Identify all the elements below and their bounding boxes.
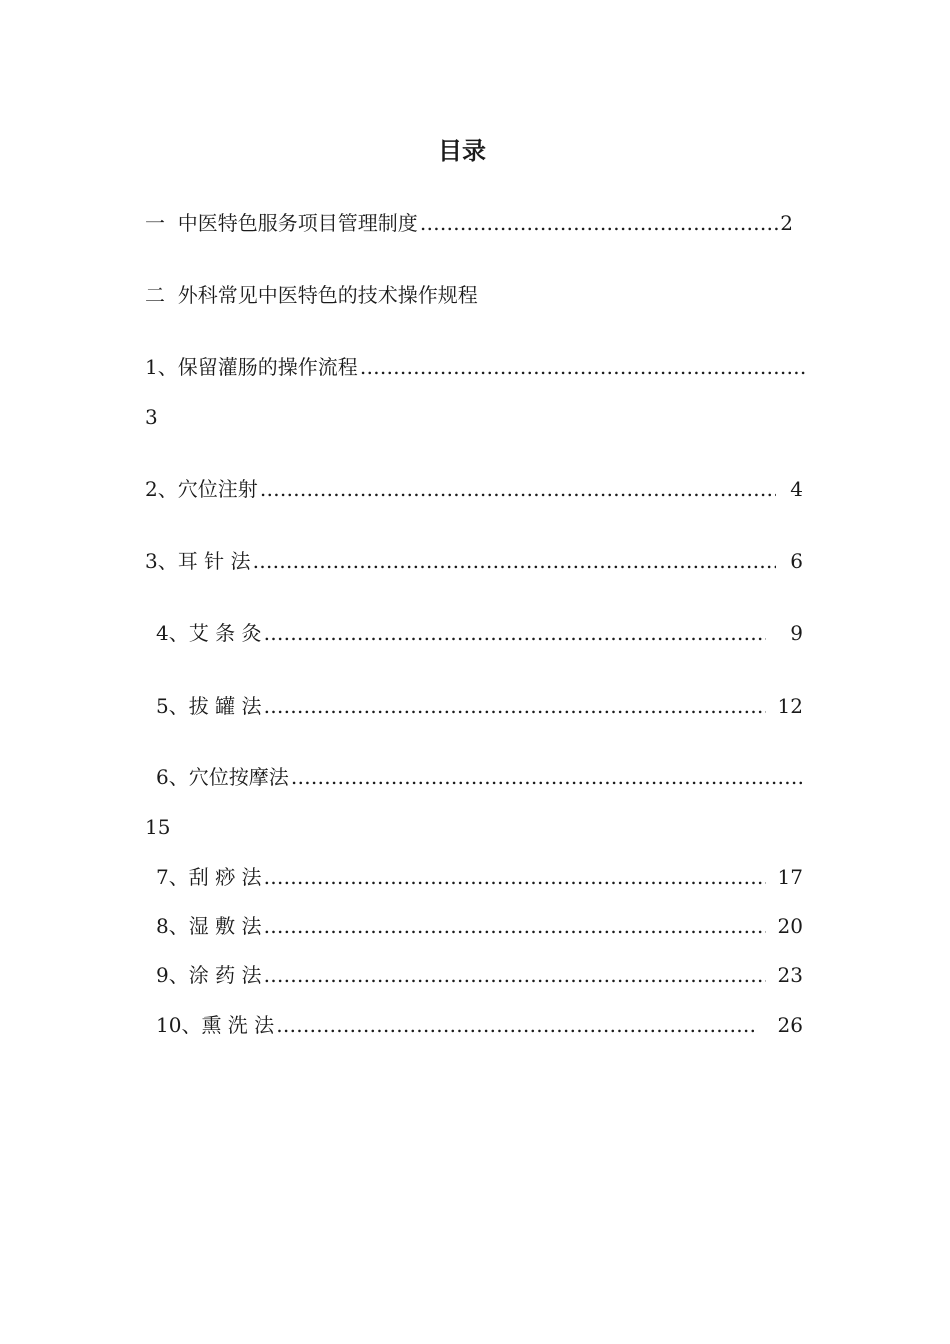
toc-entry-page: 2 bbox=[780, 211, 793, 235]
toc-entry-page: 12 bbox=[777, 694, 803, 718]
toc-entry-page-wrapped: 3 bbox=[145, 405, 158, 429]
toc-entry-label: 4、艾 条 灸 bbox=[156, 621, 262, 645]
toc-entry[interactable] bbox=[156, 763, 805, 791]
leader-dots bbox=[420, 209, 779, 237]
toc-entry[interactable] bbox=[156, 863, 803, 891]
toc-entry-page: 4 bbox=[790, 477, 803, 501]
toc-entry-label: 5、拔 罐 法 bbox=[156, 694, 262, 718]
toc-entry[interactable] bbox=[156, 619, 803, 647]
toc-entry[interactable] bbox=[145, 547, 803, 575]
toc-entry-label: 1、保留灌肠的操作流程 bbox=[145, 355, 358, 379]
toc-entry[interactable] bbox=[145, 209, 793, 237]
leader-dots bbox=[252, 547, 776, 575]
toc-entry-page: 20 bbox=[777, 914, 803, 938]
toc-entry-label: 2、穴位注射 bbox=[145, 477, 258, 501]
toc-entry-label: 二 外科常见中医特色的技术操作规程 bbox=[145, 283, 478, 307]
toc-entry-page: 17 bbox=[777, 865, 803, 889]
toc-entry-label: 3、耳 针 法 bbox=[145, 549, 251, 573]
toc-entry-page: 26 bbox=[777, 1013, 803, 1037]
leader-dots bbox=[263, 863, 765, 891]
toc-entry-label: 8、湿 敷 法 bbox=[156, 914, 262, 938]
toc-entry-page-wrapped: 15 bbox=[145, 815, 171, 839]
toc-entry-label: 7、刮 痧 法 bbox=[156, 865, 262, 889]
toc-entry-label: 9、涂 药 法 bbox=[156, 963, 262, 987]
toc-entry-label: 6、穴位按摩法 bbox=[156, 765, 289, 789]
toc-entry-label: 一 中医特色服务项目管理制度 bbox=[145, 211, 418, 235]
leader-dots bbox=[260, 475, 777, 503]
leader-dots bbox=[360, 353, 805, 381]
toc-entry-page: 23 bbox=[777, 963, 803, 987]
toc-title: 目录 bbox=[438, 137, 486, 165]
leader-dots bbox=[263, 692, 765, 720]
leader-dots bbox=[291, 763, 805, 791]
toc-entry-page: 9 bbox=[790, 621, 803, 645]
toc-entry[interactable] bbox=[156, 692, 803, 720]
toc-section-heading[interactable] bbox=[145, 281, 478, 309]
toc-entry[interactable] bbox=[145, 475, 803, 503]
toc-entry[interactable] bbox=[145, 353, 805, 381]
toc-entry[interactable] bbox=[156, 961, 803, 989]
toc-entry[interactable] bbox=[156, 1011, 803, 1039]
leader-dots bbox=[263, 619, 766, 647]
leader-dots bbox=[263, 912, 765, 940]
leader-dots bbox=[276, 1011, 753, 1039]
toc-entry-page: 6 bbox=[790, 549, 803, 573]
toc-entry[interactable] bbox=[156, 912, 803, 940]
leader-dots bbox=[263, 961, 765, 989]
toc-entry-label: 10、熏 洗 法 bbox=[156, 1013, 275, 1037]
